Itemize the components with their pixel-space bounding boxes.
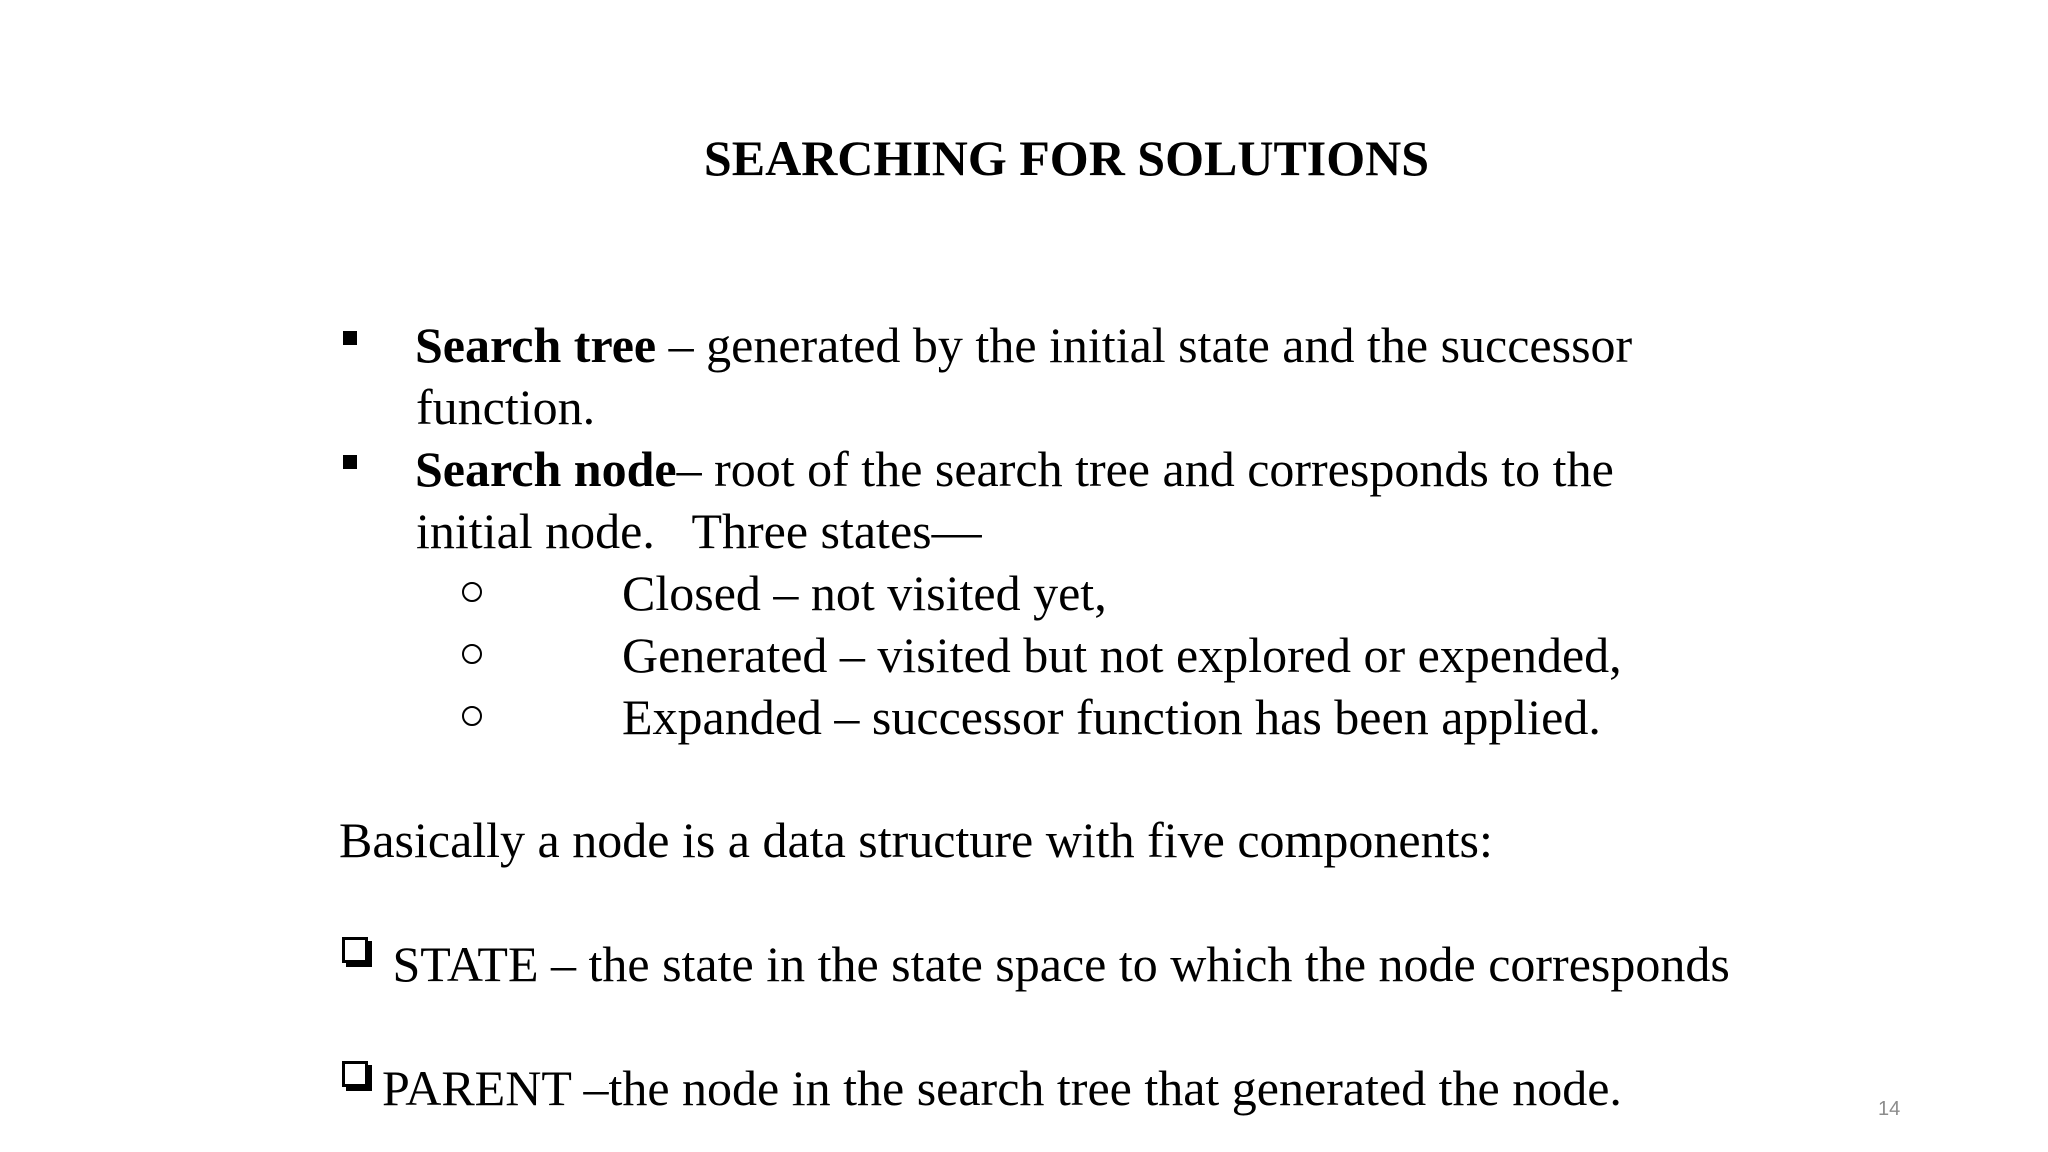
- bullet-search-node-line1: Search node– root of the search tree and corresponds to the: [415, 441, 1614, 497]
- term-search-tree: Search tree: [415, 317, 657, 373]
- circle-bullet-icon: [462, 706, 482, 726]
- bullet-search-node-line2: initial node. Three states—: [416, 503, 982, 559]
- slide-title: SEARCHING FOR SOLUTIONS: [703, 130, 1430, 186]
- page-number: 14: [1878, 1098, 1901, 1120]
- checkbox-bullet-icon: [342, 1061, 368, 1087]
- state-closed: Closed – not visited yet,: [622, 565, 1107, 621]
- checkbox-bullet-icon: [342, 937, 368, 963]
- component-state: STATE – the state in the state space to which the node corresponds: [380, 936, 1730, 992]
- circle-bullet-icon: [462, 644, 482, 664]
- square-bullet-icon: [343, 455, 357, 469]
- square-bullet-icon: [343, 331, 357, 345]
- intro-text: Basically a node is a data structure with five components:: [339, 812, 1493, 868]
- bullet-search-tree-line2: function.: [416, 379, 596, 435]
- component-parent: PARENT –the node in the search tree that generated the node.: [382, 1060, 1622, 1116]
- bullet-search-tree-line1: Search tree – generated by the initial state and the successor: [415, 317, 1633, 373]
- term-search-node: Search node: [415, 441, 677, 497]
- circle-bullet-icon: [462, 582, 482, 602]
- state-generated: Generated – visited but not explored or expended,: [622, 627, 1622, 683]
- state-expanded: Expanded – successor function has been applied.: [622, 689, 1601, 745]
